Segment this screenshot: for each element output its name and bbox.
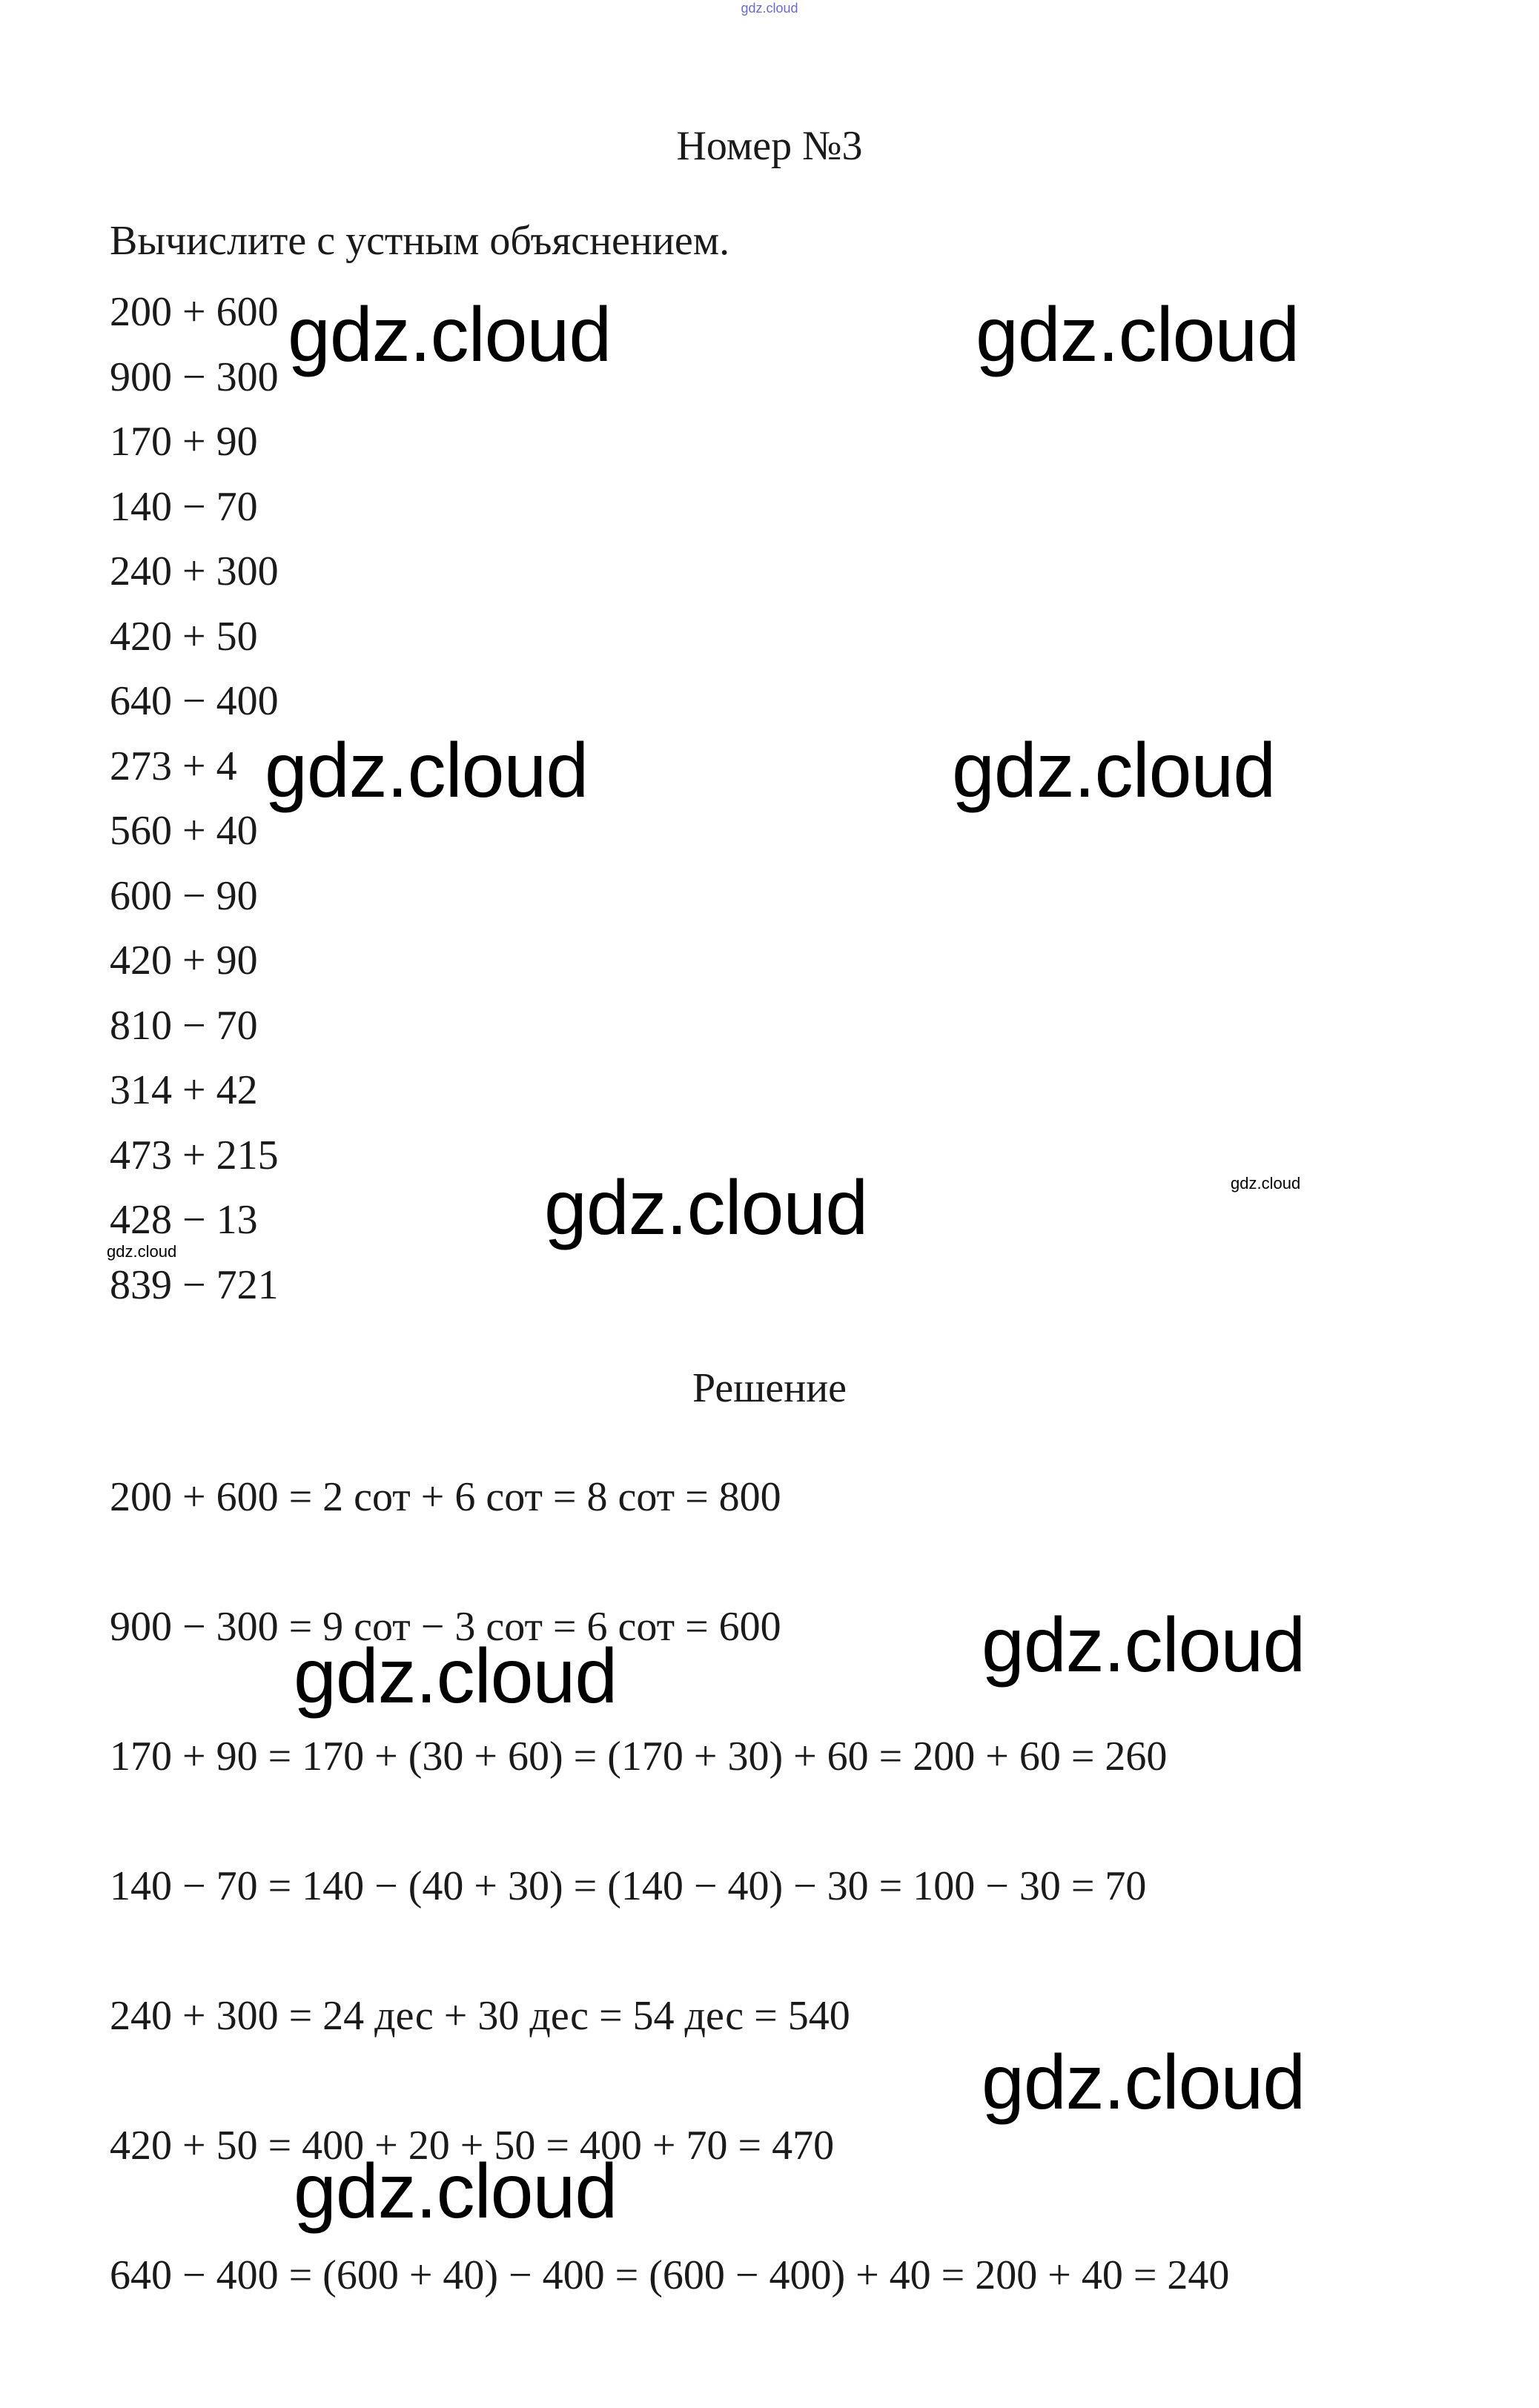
solution-heading: Решение (692, 1365, 847, 1411)
problem-item: 273 + 4 (110, 743, 237, 789)
problem-item: 600 − 90 (110, 872, 258, 919)
watermark: gdz.cloud (952, 728, 1276, 814)
watermark: gdz.cloud (288, 292, 612, 378)
watermark-small: gdz.cloud (107, 1242, 177, 1261)
problem-item: 200 + 600 (110, 289, 279, 335)
problem-item: 839 − 721 (110, 1261, 279, 1308)
watermark: gdz.cloud (544, 1165, 868, 1251)
solution-item: 140 − 70 = 140 − (40 + 30) = (140 − 40) − 30 = 100 − 30 = 70 (110, 1863, 1147, 1909)
watermark: gdz.cloud (976, 292, 1300, 378)
solution-item: 170 + 90 = 170 + (30 + 60) = (170 + 30) + 60 = 200 + 60 = 260 (110, 1734, 1168, 1780)
problem-item: 140 − 70 (110, 483, 258, 530)
problem-item: 170 + 90 (110, 419, 258, 465)
problem-item: 560 + 40 (110, 808, 258, 854)
problem-item: 420 + 50 (110, 613, 258, 660)
header-watermark: gdz.cloud (741, 1, 798, 16)
solution-item: 900 − 300 = 9 сот − 3 сот = 6 сот = 600 (110, 1604, 781, 1650)
watermark: gdz.cloud (982, 1602, 1305, 1688)
watermark: gdz.cloud (982, 2040, 1305, 2126)
problem-item: 420 + 90 (110, 938, 258, 984)
watermark: gdz.cloud (294, 1633, 618, 1719)
problem-item: 314 + 42 (110, 1067, 258, 1113)
page-title: Номер №3 (676, 123, 863, 169)
problem-item: 810 − 70 (110, 1002, 258, 1049)
solution-item: 420 + 50 = 400 + 20 + 50 = 400 + 70 = 470 (110, 2123, 835, 2169)
problem-item: 428 − 13 (110, 1197, 258, 1243)
watermark: gdz.cloud (265, 728, 589, 814)
problem-item: 473 + 215 (110, 1132, 279, 1178)
solution-item: 240 + 300 = 24 дес + 30 дес = 54 дес = 540 (110, 1993, 850, 2039)
problem-list (110, 280, 279, 1318)
task-instruction: Вычислите с устным объяснением. (110, 218, 730, 264)
solution-item: 200 + 600 = 2 сот + 6 сот = 8 сот = 800 (110, 1474, 781, 1520)
watermark-small: gdz.cloud (1231, 1174, 1301, 1193)
watermark: gdz.cloud (294, 2149, 618, 2235)
problem-item: 900 − 300 (110, 354, 279, 400)
solution-item: 640 − 400 = (600 + 40) − 400 = (600 − 400) + 40 = 200 + 40 = 240 (110, 2252, 1230, 2298)
problem-item: 640 − 400 (110, 678, 279, 724)
problem-item: 240 + 300 (110, 548, 279, 594)
